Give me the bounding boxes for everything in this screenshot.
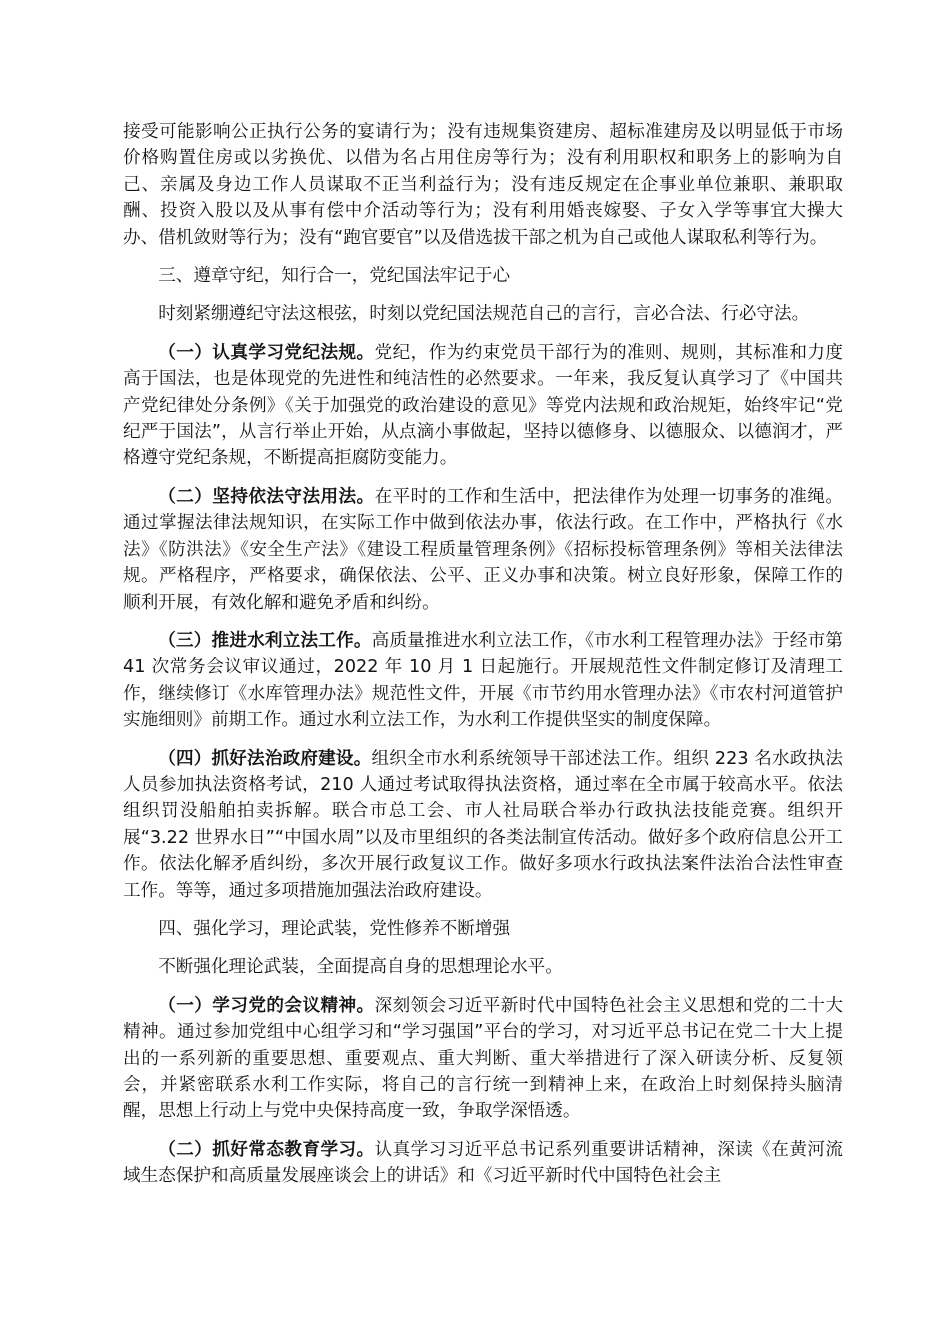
paragraph-study-party-rules <box>123 340 843 472</box>
paragraph-text: 认真学习习近平总书记系列重要讲话精神，深读《在黄河流域生态保护和高质量发展座谈会上的讲话》和《习近平新时代中国特色社会主 <box>123 1139 843 1187</box>
paragraph-lead: （二）抓好常态教育学习。 <box>158 1139 375 1160</box>
paragraph-text: 高质量推进水利立法工作，《市水利工程管理办法》于经市第 41 次常务会议审议通过，2022 年 10 月 1 日起施行。开展规范性文件制定修订及清理工作，继续修订《水库管理办法》规范性文件，开展《市节约用水管理办法》《市农村河道管护实施细则》前期工作。通过水利立法工作，为水利工作提供坚实的制度保障。 <box>123 630 843 731</box>
paragraph-lead: （一）学习党的会议精神。 <box>158 995 375 1016</box>
paragraph-integrity-continued: 接受可能影响公正执行公务的宴请行为；没有违规集资建房、超标准建房及以明显低于市场价格购置住房或以劣换优、以借为名占用住房等行为；没有利用职权和职务上的影响为自己、亲属及身边工作人员谋取不正当利益行为；没有违反规定在企事业单位兼职、兼职取酬、投资入股以及从事有偿中介活动等行为；没有利用婚丧嫁娶、子女入学等事宜大操大办、借机敛财等行为；没有“跑官要官”以及借选拔干部之机为自己或他人谋取私利等行为。 <box>123 122 843 248</box>
document-body <box>123 119 843 1202</box>
paragraph-lead: （四）抓好法治政府建设。 <box>158 748 372 769</box>
paragraph-water-legislation <box>123 628 843 734</box>
paragraph-regular-education <box>123 1137 843 1190</box>
paragraph-text: 深刻领会习近平新时代中国特色社会主义思想和党的二十大精神。通过参加党组中心组学习和“学习强国”平台的学习，对习近平总书记在党二十大上提出的一系列新的重要思想、重要观点、重大判断、重大举措进行了深入研读分析、反复领会，并紧密联系水利工作实际，将自己的言行统一到精神上来，在政治上时刻保持头脑清醒，思想上行动上与党中央保持高度一致，争取学深悟透。 <box>123 995 843 1122</box>
section-heading-3: 三、遵章守纪，知行合一，党纪国法牢记于心 <box>158 266 511 287</box>
paragraph-study-party-congress <box>123 993 843 1125</box>
paragraph-text: 党纪，作为约束党员干部行为的准则、规则，其标准和力度高于国法，也是体现党的先进性和纯洁性的必然要求。一年来，我反复认真学习了《中国共产党纪律处分条例》《关于加强党的政治建设的意见》等党内法规和政治规矩，始终牢记“党纪严于国法”，从言行举止开始，从点滴小事做起，坚持以德修身、以德服众、以德润才，严格遵守党纪条规，不断提高拒腐防变能力。 <box>123 342 843 469</box>
paragraph-text: 在平时的工作和生活中，把法律作为处理一切事务的准绳。通过掌握法律法规知识，在实际工作中做到依法办事，依法行政。在工作中，严格执行《水法》《防洪法》《安全生产法》《建设工程质量管理条例》《招标投标管理条例》等相关法律法规。严格程序，严格要求，确保依法、公平、正义办事和决策。树立良好形象，保障工作的顺利开展，有效化解和避免矛盾和纠纷。 <box>123 486 843 613</box>
paragraph-abide-by-law <box>123 484 843 616</box>
paragraph-lead: （二）坚持依法守法用法。 <box>158 486 375 507</box>
paragraph-text: 组织全市水利系统领导干部述法工作。组织 223 名水政执法人员参加执法资格考试，210 人通过考试取得执法资格，通过率在全市属于较高水平。依法组织罚没船舶拍卖拆解。联合市总工会、市人社局联合举办行政执法技能竞赛。组织开展“3.22 世界水日”“中国水周”以及市里组织的各类法制宣传活动。做好多个政府信息公开工作。依法化解矛盾纠纷，多次开展行政复议工作。做好多项水行政执法案件法治合法性审查工作。等等，通过多项措施加强法治政府建设。 <box>123 748 843 901</box>
paragraph-section-4-intro: 不断强化理论武装，全面提高自身的思想理论水平。 <box>158 957 563 978</box>
section-heading-4: 四、强化学习，理论武装，党性修养不断增强 <box>158 918 511 939</box>
paragraph-section-3-intro: 时刻紧绷遵纪守法这根弦，时刻以党纪国法规范自己的言行，言必合法、行必守法。 <box>158 304 810 325</box>
paragraph-lead: （一）认真学习党纪法规。 <box>158 342 375 363</box>
paragraph-rule-of-law-government <box>123 746 843 904</box>
paragraph-lead: （三）推进水利立法工作。 <box>158 630 372 651</box>
